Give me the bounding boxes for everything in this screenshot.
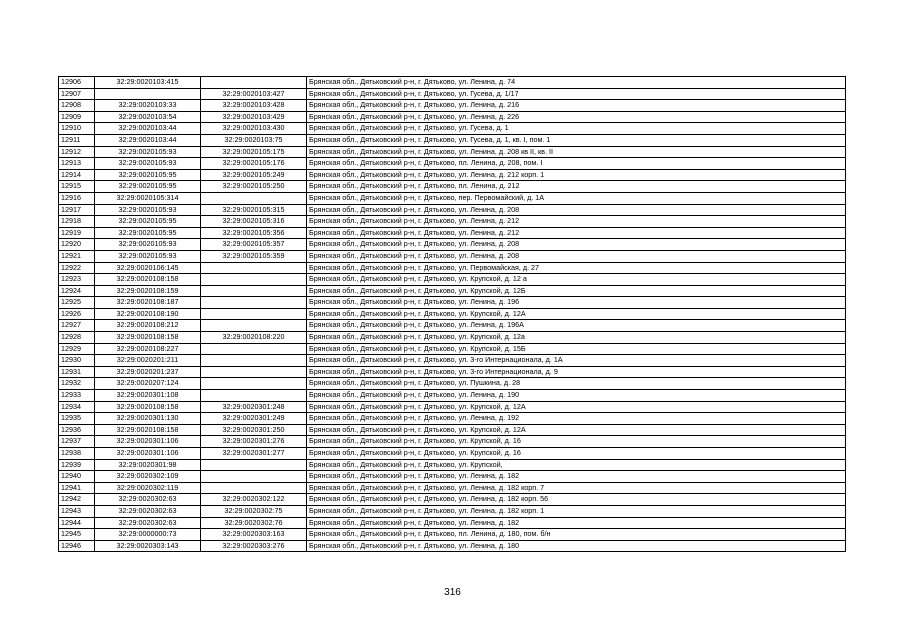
object-cadastral-number-cell xyxy=(201,320,307,332)
table-row xyxy=(59,332,846,344)
table-row xyxy=(59,227,846,239)
address-cell: Брянская обл., Дятьковский р-н, г. Дятьково, ул. Ленина, д. 208 xyxy=(307,239,846,251)
address-cell: Брянская обл., Дятьковский р-н, г. Дятьково, ул. Крупской, д. 15Б xyxy=(307,343,846,355)
table-row xyxy=(59,262,846,274)
cadastral-number-cell: 32:29:0020108:187 xyxy=(95,297,201,309)
table-row xyxy=(59,134,846,146)
cadastral-number-cell: 32:29:0020108:158 xyxy=(95,332,201,344)
address-cell: Брянская обл., Дятьковский р-н, г. Дятьково, ул. Ленина, д. 196А xyxy=(307,320,846,332)
object-cadastral-number-cell: 32:29:0020302:75 xyxy=(201,505,307,517)
address-cell: Брянская обл., Дятьковский р-н, г. Дятьково, ул. Крупской, д. 12Б xyxy=(307,285,846,297)
table-row xyxy=(59,100,846,112)
object-cadastral-number-cell: 32:29:0020303:163 xyxy=(201,529,307,541)
address-cell: Брянская обл., Дятьковский р-н, г. Дятьково, ул. Гусева, д. 1 xyxy=(307,123,846,135)
table-row xyxy=(59,482,846,494)
table-row xyxy=(59,494,846,506)
row-number-cell: 12928 xyxy=(59,332,95,344)
table-row xyxy=(59,123,846,135)
table-row xyxy=(59,77,846,89)
table-row xyxy=(59,285,846,297)
row-number-cell: 12908 xyxy=(59,100,95,112)
cadastral-number-cell: 32:29:0020201:237 xyxy=(95,366,201,378)
row-number-cell: 12909 xyxy=(59,111,95,123)
object-cadastral-number-cell xyxy=(201,343,307,355)
table-row xyxy=(59,250,846,262)
cadastral-number-cell: 32:29:0020301:98 xyxy=(95,459,201,471)
table-row xyxy=(59,192,846,204)
address-cell: Брянская обл., Дятьковский р-н, г. Дятьково, ул. Ленина, д. 212 xyxy=(307,227,846,239)
object-cadastral-number-cell: 32:29:0020105:176 xyxy=(201,158,307,170)
table-row xyxy=(59,448,846,460)
cadastral-number-cell: 32:29:0020301:106 xyxy=(95,448,201,460)
object-cadastral-number-cell xyxy=(201,471,307,483)
address-cell: Брянская обл., Дятьковский р-н, г. Дятьково, ул. Первомайская, д. 27 xyxy=(307,262,846,274)
object-cadastral-number-cell: 32:29:0020301:249 xyxy=(201,413,307,425)
row-number-cell: 12915 xyxy=(59,181,95,193)
table-row xyxy=(59,471,846,483)
table-row xyxy=(59,424,846,436)
row-number-cell: 12919 xyxy=(59,227,95,239)
table-row xyxy=(59,540,846,552)
address-cell: Брянская обл., Дятьковский р-н, г. Дятьково, ул. Крупской, д. 12а xyxy=(307,332,846,344)
row-number-cell: 12907 xyxy=(59,88,95,100)
cadastral-number-cell: 32:29:0020105:93 xyxy=(95,204,201,216)
table-row xyxy=(59,216,846,228)
row-number-cell: 12920 xyxy=(59,239,95,251)
address-cell: Брянская обл., Дятьковский р-н, г. Дятьково, пл. Ленина, д. 212 xyxy=(307,181,846,193)
row-number-cell: 12923 xyxy=(59,274,95,286)
object-cadastral-number-cell: 32:29:0020103:75 xyxy=(201,134,307,146)
object-cadastral-number-cell: 32:29:0020302:76 xyxy=(201,517,307,529)
table-row xyxy=(59,181,846,193)
object-cadastral-number-cell: 32:29:0020301:276 xyxy=(201,436,307,448)
object-cadastral-number-cell xyxy=(201,482,307,494)
cadastral-number-cell: 32:29:0020302:63 xyxy=(95,517,201,529)
address-cell: Брянская обл., Дятьковский р-н, г. Дятьково, пл. Ленина, д. 180, пом. б/н xyxy=(307,529,846,541)
row-number-cell: 12911 xyxy=(59,134,95,146)
object-cadastral-number-cell: 32:29:0020103:429 xyxy=(201,111,307,123)
address-cell: Брянская обл., Дятьковский р-н, г. Дятьково, ул. 3-го Интернационала, д. 9 xyxy=(307,366,846,378)
cadastral-number-cell: 32:29:0020108:227 xyxy=(95,343,201,355)
row-number-cell: 12945 xyxy=(59,529,95,541)
object-cadastral-number-cell: 32:29:0020103:428 xyxy=(201,100,307,112)
object-cadastral-number-cell: 32:29:0020105:357 xyxy=(201,239,307,251)
row-number-cell: 12936 xyxy=(59,424,95,436)
object-cadastral-number-cell: 32:29:0020301:248 xyxy=(201,401,307,413)
row-number-cell: 12933 xyxy=(59,390,95,402)
cadastral-number-cell: 32:29:0020108:158 xyxy=(95,401,201,413)
row-number-cell: 12946 xyxy=(59,540,95,552)
table-row xyxy=(59,297,846,309)
cadastral-number-cell: 32:29:0020103:54 xyxy=(95,111,201,123)
object-cadastral-number-cell xyxy=(201,297,307,309)
address-cell: Брянская обл., Дятьковский р-н, г. Дятьково, ул. Ленина, д. 208 кв II, кв. II xyxy=(307,146,846,158)
cadastral-number-cell: 32:29:0020103:415 xyxy=(95,77,201,89)
table-row xyxy=(59,343,846,355)
address-cell: Брянская обл., Дятьковский р-н, г. Дятьково, ул. Ленина, д. 192 xyxy=(307,413,846,425)
row-number-cell: 12914 xyxy=(59,169,95,181)
table-row xyxy=(59,459,846,471)
cadastral-number-cell: 32:29:0020105:93 xyxy=(95,239,201,251)
cadastral-number-cell: 32:29:0020302:63 xyxy=(95,494,201,506)
address-cell: Брянская обл., Дятьковский р-н, г. Дятьково, ул. Крупской, xyxy=(307,459,846,471)
cadastral-number-cell: 32:29:0020302:119 xyxy=(95,482,201,494)
object-cadastral-number-cell: 32:29:0020105:175 xyxy=(201,146,307,158)
address-cell: Брянская обл., Дятьковский р-н, г. Дятьково, ул. Крупской, д. 12А xyxy=(307,424,846,436)
address-cell: Брянская обл., Дятьковский р-н, г. Дятьково, ул. Ленина, д. 212 xyxy=(307,216,846,228)
table-row xyxy=(59,111,846,123)
cadastral-number-cell: 32:29:0020108:158 xyxy=(95,424,201,436)
object-cadastral-number-cell xyxy=(201,378,307,390)
cadastral-number-cell: 32:29:0020301:130 xyxy=(95,413,201,425)
row-number-cell: 12926 xyxy=(59,308,95,320)
table-row xyxy=(59,505,846,517)
row-number-cell: 12924 xyxy=(59,285,95,297)
object-cadastral-number-cell: 32:29:0020108:220 xyxy=(201,332,307,344)
table-row xyxy=(59,169,846,181)
cadastral-number-cell: 32:29:0020108:212 xyxy=(95,320,201,332)
cadastral-number-cell: 32:29:0020106:145 xyxy=(95,262,201,274)
address-cell: Брянская обл., Дятьковский р-н, г. Дятьково, ул. Гусева, д. 1, кв. I, пом. 1 xyxy=(307,134,846,146)
object-cadastral-number-cell xyxy=(201,355,307,367)
cadastral-number-cell: 32:29:0020103:44 xyxy=(95,123,201,135)
table-row xyxy=(59,413,846,425)
cadastral-number-cell: 32:29:0020302:109 xyxy=(95,471,201,483)
row-number-cell: 12941 xyxy=(59,482,95,494)
object-cadastral-number-cell xyxy=(201,192,307,204)
row-number-cell: 12931 xyxy=(59,366,95,378)
cadastral-number-cell: 32:29:0020108:190 xyxy=(95,308,201,320)
cadastral-number-cell: 32:29:0020103:44 xyxy=(95,134,201,146)
table-row xyxy=(59,366,846,378)
object-cadastral-number-cell xyxy=(201,459,307,471)
row-number-cell: 12943 xyxy=(59,505,95,517)
object-cadastral-number-cell xyxy=(201,366,307,378)
address-cell: Брянская обл., Дятьковский р-н, г. Дятьково, ул. Ленина, д. 180 xyxy=(307,540,846,552)
address-cell: Брянская обл., Дятьковский р-н, г. Дятьково, пл. Ленина, д. 208, пом. I xyxy=(307,158,846,170)
row-number-cell: 12927 xyxy=(59,320,95,332)
table-row xyxy=(59,274,846,286)
row-number-cell: 12921 xyxy=(59,250,95,262)
cadastral-number-cell: 32:29:0020201:211 xyxy=(95,355,201,367)
cadastral-number-cell: 32:29:0020108:159 xyxy=(95,285,201,297)
address-cell: Брянская обл., Дятьковский р-н, г. Дятьково, ул. Крупской, д. 16 xyxy=(307,448,846,460)
table-row xyxy=(59,320,846,332)
cadastral-number-cell: 32:29:0020105:93 xyxy=(95,158,201,170)
row-number-cell: 12932 xyxy=(59,378,95,390)
cadastral-number-cell: 32:29:0020301:108 xyxy=(95,390,201,402)
cadastral-number-cell: 32:29:0020103:33 xyxy=(95,100,201,112)
object-cadastral-number-cell xyxy=(201,262,307,274)
address-cell: Брянская обл., Дятьковский р-н, г. Дятьково, ул. Пушкина, д. 28 xyxy=(307,378,846,390)
table-row xyxy=(59,436,846,448)
row-number-cell: 12906 xyxy=(59,77,95,89)
cadastral-number-cell: 32:29:0020301:106 xyxy=(95,436,201,448)
address-cell: Брянская обл., Дятьковский р-н, г. Дятьково, ул. Крупской, д. 12А xyxy=(307,308,846,320)
object-cadastral-number-cell: 32:29:0020105:315 xyxy=(201,204,307,216)
object-cadastral-number-cell xyxy=(201,390,307,402)
table-row xyxy=(59,204,846,216)
object-cadastral-number-cell xyxy=(201,77,307,89)
table-row xyxy=(59,88,846,100)
address-cell: Брянская обл., Дятьковский р-н, г. Дятьково, ул. Гусева, д. 1/17 xyxy=(307,88,846,100)
cadastral-number-cell: 32:29:0020105:95 xyxy=(95,169,201,181)
address-cell: Брянская обл., Дятьковский р-н, г. Дятьково, ул. Ленина, д. 182 xyxy=(307,517,846,529)
object-cadastral-number-cell xyxy=(201,308,307,320)
address-cell: Брянская обл., Дятьковский р-н, г. Дятьково, пер. Первомайский, д. 1А xyxy=(307,192,846,204)
address-cell: Брянская обл., Дятьковский р-н, г. Дятьково, ул. Ленина, д. 208 xyxy=(307,250,846,262)
object-cadastral-number-cell: 32:29:0020301:277 xyxy=(201,448,307,460)
object-cadastral-number-cell: 32:29:0020301:250 xyxy=(201,424,307,436)
table-row xyxy=(59,529,846,541)
table-row xyxy=(59,401,846,413)
row-number-cell: 12912 xyxy=(59,146,95,158)
cadastral-number-cell: 32:29:0020108:158 xyxy=(95,274,201,286)
row-number-cell: 12916 xyxy=(59,192,95,204)
row-number-cell: 12922 xyxy=(59,262,95,274)
address-cell: Брянская обл., Дятьковский р-н, г. Дятьково, ул. Крупской, д. 12 а xyxy=(307,274,846,286)
row-number-cell: 12935 xyxy=(59,413,95,425)
cadastral-number-cell: 32:29:0020105:314 xyxy=(95,192,201,204)
row-number-cell: 12939 xyxy=(59,459,95,471)
object-cadastral-number-cell: 32:29:0020105:356 xyxy=(201,227,307,239)
row-number-cell: 12929 xyxy=(59,343,95,355)
address-cell: Брянская обл., Дятьковский р-н, г. Дятьково, ул. Ленина, д. 182 xyxy=(307,471,846,483)
object-cadastral-number-cell xyxy=(201,274,307,286)
object-cadastral-number-cell: 32:29:0020103:430 xyxy=(201,123,307,135)
address-cell: Брянская обл., Дятьковский р-н, г. Дятьково, ул. Ленина, д. 226 xyxy=(307,111,846,123)
address-cell: Брянская обл., Дятьковский р-н, г. Дятьково, ул. Ленина, д. 182 корп. 7 xyxy=(307,482,846,494)
table-row xyxy=(59,308,846,320)
object-cadastral-number-cell: 32:29:0020302:122 xyxy=(201,494,307,506)
table-row xyxy=(59,158,846,170)
address-cell: Брянская обл., Дятьковский р-н, г. Дятьково, ул. Ленина, д. 190 xyxy=(307,390,846,402)
object-cadastral-number-cell: 32:29:0020105:250 xyxy=(201,181,307,193)
cadastral-number-cell: 32:29:0000000:73 xyxy=(95,529,201,541)
address-cell: Брянская обл., Дятьковский р-н, г. Дятьково, ул. Ленина, д. 196 xyxy=(307,297,846,309)
table-row xyxy=(59,390,846,402)
row-number-cell: 12917 xyxy=(59,204,95,216)
address-cell: Брянская обл., Дятьковский р-н, г. Дятьково, ул. Ленина, д. 208 xyxy=(307,204,846,216)
row-number-cell: 12925 xyxy=(59,297,95,309)
row-number-cell: 12940 xyxy=(59,471,95,483)
table-row xyxy=(59,239,846,251)
cadastral-number-cell: 32:29:0020105:95 xyxy=(95,227,201,239)
cadastral-number-cell: 32:29:0020105:95 xyxy=(95,216,201,228)
address-cell: Брянская обл., Дятьковский р-н, г. Дятьково, ул. Ленина, д. 212 корп. 1 xyxy=(307,169,846,181)
cadastral-number-cell: 32:29:0020105:93 xyxy=(95,250,201,262)
cadastral-number-cell: 32:29:0020207:124 xyxy=(95,378,201,390)
object-cadastral-number-cell xyxy=(201,285,307,297)
object-cadastral-number-cell: 32:29:0020105:249 xyxy=(201,169,307,181)
registry-table xyxy=(58,76,846,552)
cadastral-number-cell: 32:29:0020302:63 xyxy=(95,505,201,517)
object-cadastral-number-cell: 32:29:0020303:276 xyxy=(201,540,307,552)
row-number-cell: 12918 xyxy=(59,216,95,228)
row-number-cell: 12944 xyxy=(59,517,95,529)
row-number-cell: 12934 xyxy=(59,401,95,413)
object-cadastral-number-cell: 32:29:0020105:316 xyxy=(201,216,307,228)
table-row xyxy=(59,355,846,367)
object-cadastral-number-cell: 32:29:0020103:427 xyxy=(201,88,307,100)
address-cell: Брянская обл., Дятьковский р-н, г. Дятьково, ул. Крупской, д. 12А xyxy=(307,401,846,413)
row-number-cell: 12937 xyxy=(59,436,95,448)
address-cell: Брянская обл., Дятьковский р-н, г. Дятьково, ул. Крупской, д. 16 xyxy=(307,436,846,448)
row-number-cell: 12910 xyxy=(59,123,95,135)
table-row xyxy=(59,146,846,158)
row-number-cell: 12938 xyxy=(59,448,95,460)
cadastral-number-cell: 32:29:0020303:143 xyxy=(95,540,201,552)
row-number-cell: 12942 xyxy=(59,494,95,506)
address-cell: Брянская обл., Дятьковский р-н, г. Дятьково, ул. Ленина, д. 74 xyxy=(307,77,846,89)
cadastral-number-cell: 32:29:0020105:95 xyxy=(95,181,201,193)
row-number-cell: 12913 xyxy=(59,158,95,170)
table-row xyxy=(59,378,846,390)
page-number: 316 xyxy=(444,587,461,598)
address-cell: Брянская обл., Дятьковский р-н, г. Дятьково, ул. Ленина, д. 182 корп. 56 xyxy=(307,494,846,506)
object-cadastral-number-cell: 32:29:0020105:359 xyxy=(201,250,307,262)
registry-table-body xyxy=(59,77,846,552)
table-row xyxy=(59,517,846,529)
address-cell: Брянская обл., Дятьковский р-н, г. Дятьково, ул. Ленина, д. 182 корп. 1 xyxy=(307,505,846,517)
cadastral-number-cell: 32:29:0020105:93 xyxy=(95,146,201,158)
address-cell: Брянская обл., Дятьковский р-н, г. Дятьково, ул. Ленина, д. 216 xyxy=(307,100,846,112)
cadastral-number-cell xyxy=(95,88,201,100)
row-number-cell: 12930 xyxy=(59,355,95,367)
address-cell: Брянская обл., Дятьковский р-н, г. Дятьково, ул. 3-го Интернационала, д. 1А xyxy=(307,355,846,367)
